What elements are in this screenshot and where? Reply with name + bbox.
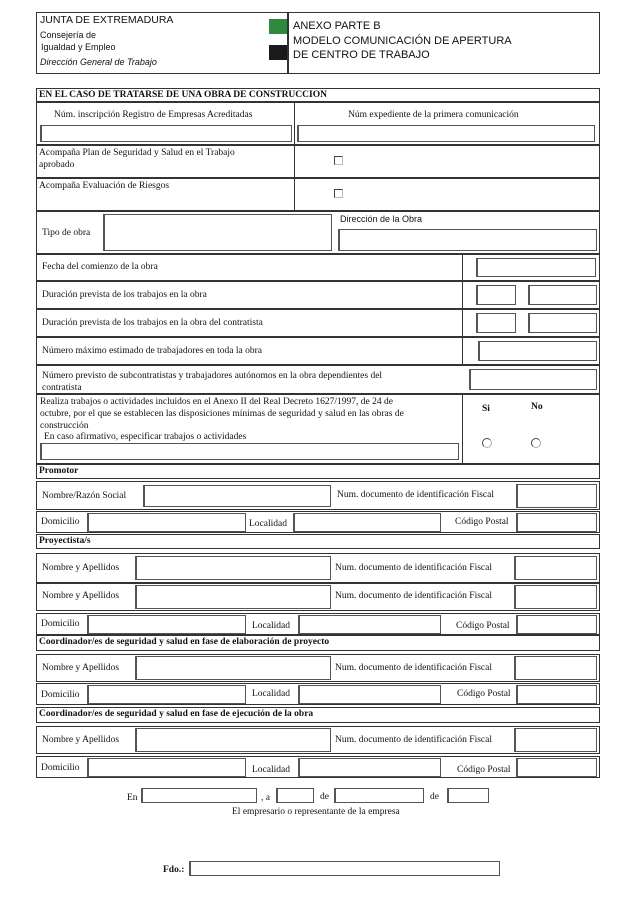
coord-obra-localidad-input[interactable] — [298, 758, 441, 777]
signature-input[interactable] — [189, 861, 500, 876]
proyectista-nif-input-1[interactable] — [514, 556, 597, 580]
promotor-name-input[interactable] — [143, 485, 331, 507]
proyectista-name-input-2[interactable] — [135, 585, 331, 609]
model-title-1: MODELO COMUNICACIÓN DE APERTURA — [293, 35, 512, 47]
direccion-label: Dirección de la Obra — [340, 214, 423, 224]
expediente-label: Núm expediente de la primera comunicación — [348, 110, 519, 120]
si-label: Si — [482, 404, 490, 414]
proyectista-name-label-2: Nombre y Apellidos — [42, 591, 120, 601]
expediente-input[interactable] — [297, 125, 595, 142]
footer-month-input[interactable] — [334, 788, 424, 803]
annex-title: ANEXO PARTE B — [293, 20, 381, 32]
footer-de-label-1: de — [320, 792, 329, 802]
proyectista-nif-label-2: Num. documento de identificación Fiscal — [335, 591, 492, 601]
proyectista-nif-input-2[interactable] — [514, 585, 597, 609]
anexo-label-3: construcción — [40, 421, 89, 431]
plan-label-2: aprobado — [39, 160, 75, 170]
empresario-label: El empresario o representante de la empresa — [232, 807, 400, 817]
fecha-input[interactable] — [476, 258, 596, 277]
subcontr-input[interactable] — [469, 369, 597, 390]
promotor-nif-input[interactable] — [516, 484, 597, 508]
coord-proyecto-localidad-input[interactable] — [298, 685, 441, 704]
max-trab-label: Número máximo estimado de trabajadores en toda la obra — [42, 346, 263, 356]
coord-proyecto-nif-input[interactable] — [514, 656, 597, 680]
promotor-name-label: Nombre/Razón Social — [42, 491, 127, 501]
org-name: JUNTA DE EXTREMADURA — [40, 14, 174, 26]
coord-proyecto-cp-input[interactable] — [516, 685, 597, 704]
coord-obra-title: Coordinador/es de seguridad y salud en fase de ejecución de la obra — [36, 707, 600, 723]
coord-obra-nif-label: Num. documento de identificación Fiscal — [335, 735, 492, 745]
subcontr-label-1: Número previsto de subcontratistas y trabajadores autónomos en la obra dependientes del — [42, 371, 383, 381]
especificar-label: En caso afirmativo, especificar trabajos o actividades — [44, 432, 247, 442]
coord-obra-cp-input[interactable] — [516, 758, 597, 777]
promotor-localidad-label: Localidad — [249, 519, 287, 529]
si-radio[interactable] — [482, 438, 492, 448]
dept-line-1: Consejería de — [40, 30, 97, 40]
registry-divider — [294, 102, 295, 145]
coord-proyecto-name-label: Nombre y Apellidos — [42, 663, 120, 673]
coord-proyecto-domicilio-input[interactable] — [87, 685, 246, 704]
plan-label-1: Acompaña Plan de Seguridad y Salud en el Trabajo — [39, 148, 235, 158]
risk-checkbox[interactable] — [334, 189, 343, 198]
promotor-nif-label: Num. documento de identificación Fiscal — [337, 490, 494, 500]
proyectistas-title: Proyectista/s — [36, 534, 600, 549]
proyectista-localidad-input[interactable] — [298, 615, 441, 634]
construction-section-title: EN EL CASO DE TRATARSE DE UNA OBRA DE CONSTRUCCION — [36, 88, 600, 102]
coord-obra-domicilio-input[interactable] — [87, 758, 246, 777]
proyectista-nif-label-1: Num. documento de identificación Fiscal — [335, 563, 492, 573]
proyectista-domicilio-input[interactable] — [87, 615, 246, 634]
anexo-label-2: octubre, por el que se establecen las disposiciones mínimas de seguridad y salud en las obras de — [40, 409, 404, 419]
risk-label: Acompaña Evaluación de Riesgos — [39, 181, 170, 191]
proyectista-domicilio-label: Domicilio — [41, 619, 80, 629]
flag-black-icon — [269, 45, 287, 60]
footer-year-input[interactable] — [447, 788, 489, 803]
promotor-cp-label: Código Postal — [455, 517, 509, 527]
promotor-localidad-input[interactable] — [293, 513, 441, 532]
coord-proyecto-title: Coordinador/es de seguridad y salud en fase de elaboración de proyecto — [36, 635, 600, 651]
footer-place-input[interactable] — [141, 788, 257, 803]
duracion-input-1[interactable] — [476, 285, 516, 305]
footer-day-input[interactable] — [276, 788, 314, 803]
coord-obra-name-label: Nombre y Apellidos — [42, 735, 120, 745]
coord-obra-cp-label: Código Postal — [457, 765, 511, 775]
especificar-input[interactable] — [40, 443, 459, 460]
registry-input[interactable] — [40, 125, 292, 142]
duracion-label: Duración prevista de los trabajos en la obra — [42, 290, 207, 300]
no-radio[interactable] — [531, 438, 541, 448]
direccion-input[interactable] — [338, 229, 597, 251]
directorate: Dirección General de Trabajo — [40, 57, 157, 67]
coord-obra-nif-input[interactable] — [514, 728, 597, 752]
dept-line-2: Igualdad y Empleo — [41, 42, 116, 52]
proyectista-localidad-label: Localidad — [252, 621, 290, 631]
tipo-input[interactable] — [103, 214, 332, 251]
model-title-2: DE CENTRO DE TRABAJO — [293, 49, 430, 61]
proyectista-cp-input[interactable] — [516, 615, 597, 634]
promotor-domicilio-input[interactable] — [87, 513, 246, 532]
duracion-contratista-input-2[interactable] — [528, 313, 597, 333]
tipo-label: Tipo de obra — [42, 228, 91, 238]
anexo-divider — [462, 394, 463, 464]
anexo-label-1: Realiza trabajos o actividades incluidos en el Anexo II del Real Decreto 1627/1997, de 24 de — [40, 397, 393, 407]
coord-proyecto-localidad-label: Localidad — [252, 689, 290, 699]
coord-proyecto-nif-label: Num. documento de identificación Fiscal — [335, 663, 492, 673]
coord-obra-localidad-label: Localidad — [252, 765, 290, 775]
fdo-label: Fdo.: — [163, 865, 185, 875]
duracion-contratista-input-1[interactable] — [476, 313, 516, 333]
proyectista-name-label-1: Nombre y Apellidos — [42, 563, 120, 573]
promotor-cp-input[interactable] — [516, 513, 597, 532]
promotor-title: Promotor — [36, 464, 600, 479]
duracion-contratista-label: Duración prevista de los trabajos en la obra del contratista — [42, 318, 263, 328]
coord-proyecto-name-input[interactable] — [135, 656, 331, 680]
coord-proyecto-cp-label: Código Postal — [457, 689, 511, 699]
proyectista-name-input-1[interactable] — [135, 556, 331, 580]
no-label: No — [531, 402, 543, 412]
plan-checkbox[interactable] — [334, 156, 343, 165]
proyectista-cp-label: Código Postal — [456, 621, 510, 631]
footer-en-label: En — [127, 793, 138, 803]
registry-label: Núm. inscripción Registro de Empresas Acreditadas — [54, 110, 253, 120]
fecha-label: Fecha del comienzo de la obra — [42, 262, 158, 272]
coord-obra-name-input[interactable] — [135, 728, 331, 752]
coord-obra-domicilio-label: Domicilio — [41, 763, 80, 773]
duracion-input-2[interactable] — [528, 285, 597, 305]
coord-proyecto-domicilio-label: Domicilio — [41, 690, 80, 700]
footer-a-label: , a — [261, 793, 270, 803]
flag-green-icon — [269, 19, 287, 34]
max-trab-input[interactable] — [478, 341, 597, 361]
subcontr-label-2: contratista — [42, 383, 82, 393]
promotor-domicilio-label: Domicilio — [41, 517, 80, 527]
footer-de-label-2: de — [430, 792, 439, 802]
